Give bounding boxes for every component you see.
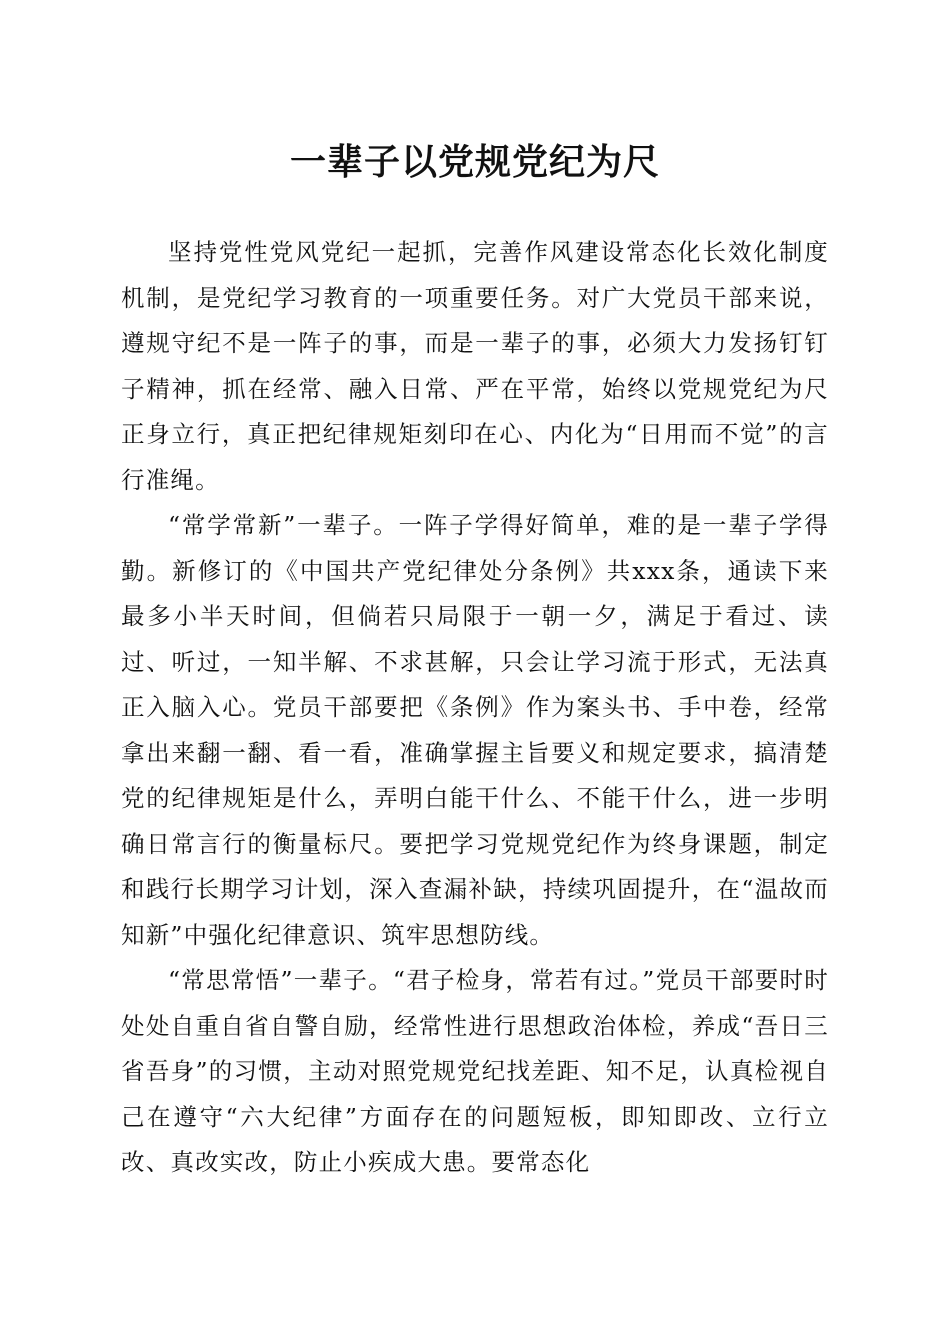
paragraph-intro: 坚持党性党风党纪一起抓，完善作风建设常态化长效化制度机制，是党纪学习教育的一项重要任务。对广大党员干部来说，遵规守纪不是一阵子的事，而是一辈子的事，必须大力发扬钉钉子精神，抓在经常、融入日常、严在平常，始终以党规党纪为尺正身立行，真正把纪律规矩刻印在心、内化为“日用而不觉”的言行准绳。	[121, 238, 829, 494]
document-body	[121, 230, 829, 1186]
document-title: 一辈子以党规党纪为尺	[289, 141, 660, 183]
paragraph-reflect: “常思常悟”一辈子。“君子检身，常若有过。”党员干部要时时处处自重自省自警自励，经常性进行思想政治体检，养成“吾日三省吾身”的习惯，主动对照党规党纪找差距、知不足，认真检视自己在遵守“六大纪律”方面存在的问题短板，即知即改、立行立改、真改实改，防止小疾成大患。要常态化	[121, 966, 829, 1176]
paragraph-study: “常学常新”一辈子。一阵子学得好简单，难的是一辈子学得勤。新修订的《中国共产党纪律处分条例》共xxx条，通读下来最多小半天时间，但倘若只局限于一朝一夕，满足于看过、读过、听过，一知半解、不求甚解，只会让学习流于形式，无法真正入脑入心。党员干部要把《条例》作为案头书、手中卷，经常拿出来翻一翻、看一看，准确掌握主旨要义和规定要求，搞清楚党的纪律规矩是什么，弄明白能干什么、不能干什么，进一步明确日常言行的衡量标尺。要把学习党规党纪作为终身课题，制定和践行长期学习计划，深入查漏补缺，持续巩固提升，在“温故而知新”中强化纪律意识、筑牢思想防线。	[121, 511, 829, 949]
